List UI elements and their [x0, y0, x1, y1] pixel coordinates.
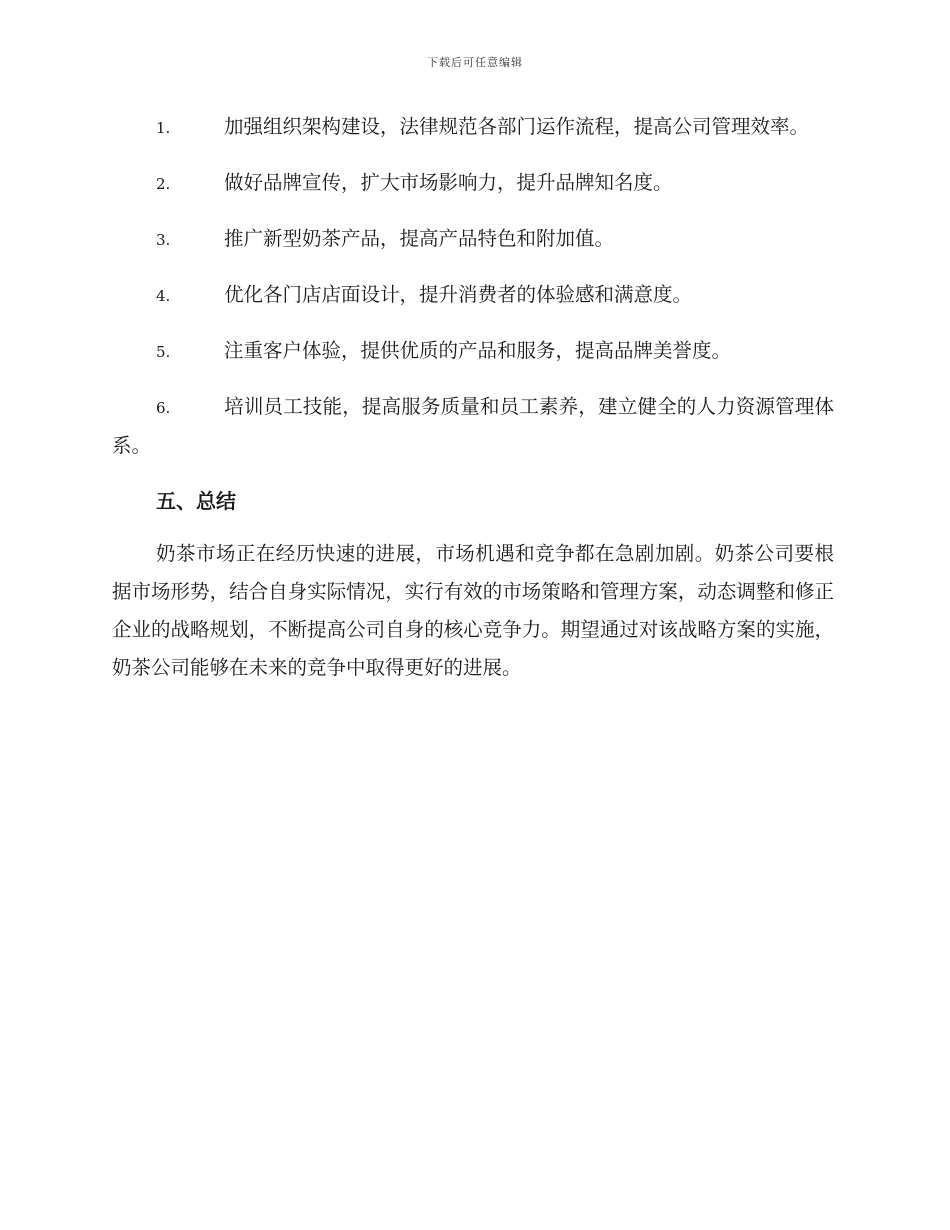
list-item	[112, 388, 834, 465]
summary-paragraph: 奶茶市场正在经历快速的进展，市场机遇和竞争都在急剧加剧。奶茶公司要根据市场形势，结合自身实际情况，实行有效的市场策略和管理方案，动态调整和修正企业的战略规划，不断提高公司自身的核心竞争力。期望通过对该战略方案的实施，奶茶公司能够在未来的竞争中取得更好的进展。	[112, 542, 834, 679]
document-body	[112, 108, 834, 687]
list-text: 优化各门店店面设计，提升消费者的体验感和满意度。	[224, 283, 693, 306]
list-number: 1.	[156, 119, 171, 137]
list-number: 4.	[156, 287, 171, 305]
list-text: 做好品牌宣传，扩大市场影响力，提升品牌知名度。	[224, 171, 673, 194]
section-heading: 五、总结	[156, 489, 236, 513]
page-header: 下载后可任意编辑	[427, 56, 523, 69]
list-text: 推广新型奶茶产品，提高产品特色和附加值。	[224, 227, 615, 250]
list-text: 注重客户体验，提供优质的产品和服务，提高品牌美誉度。	[224, 339, 732, 362]
list-item	[112, 108, 834, 147]
list-item	[112, 220, 834, 259]
list-number: 5.	[156, 343, 171, 361]
list-item	[112, 164, 834, 203]
list-number: 3.	[156, 231, 171, 249]
list-text: 培训员工技能，提高服务质量和员工素养，建立健全的人力资源管理体系。	[112, 395, 834, 457]
list-number: 6.	[156, 399, 171, 417]
list-number: 2.	[156, 175, 171, 193]
list-item	[112, 332, 834, 371]
list-text: 加强组织架构建设，法律规范各部门运作流程，提高公司管理效率。	[224, 115, 810, 138]
list-item	[112, 276, 834, 315]
